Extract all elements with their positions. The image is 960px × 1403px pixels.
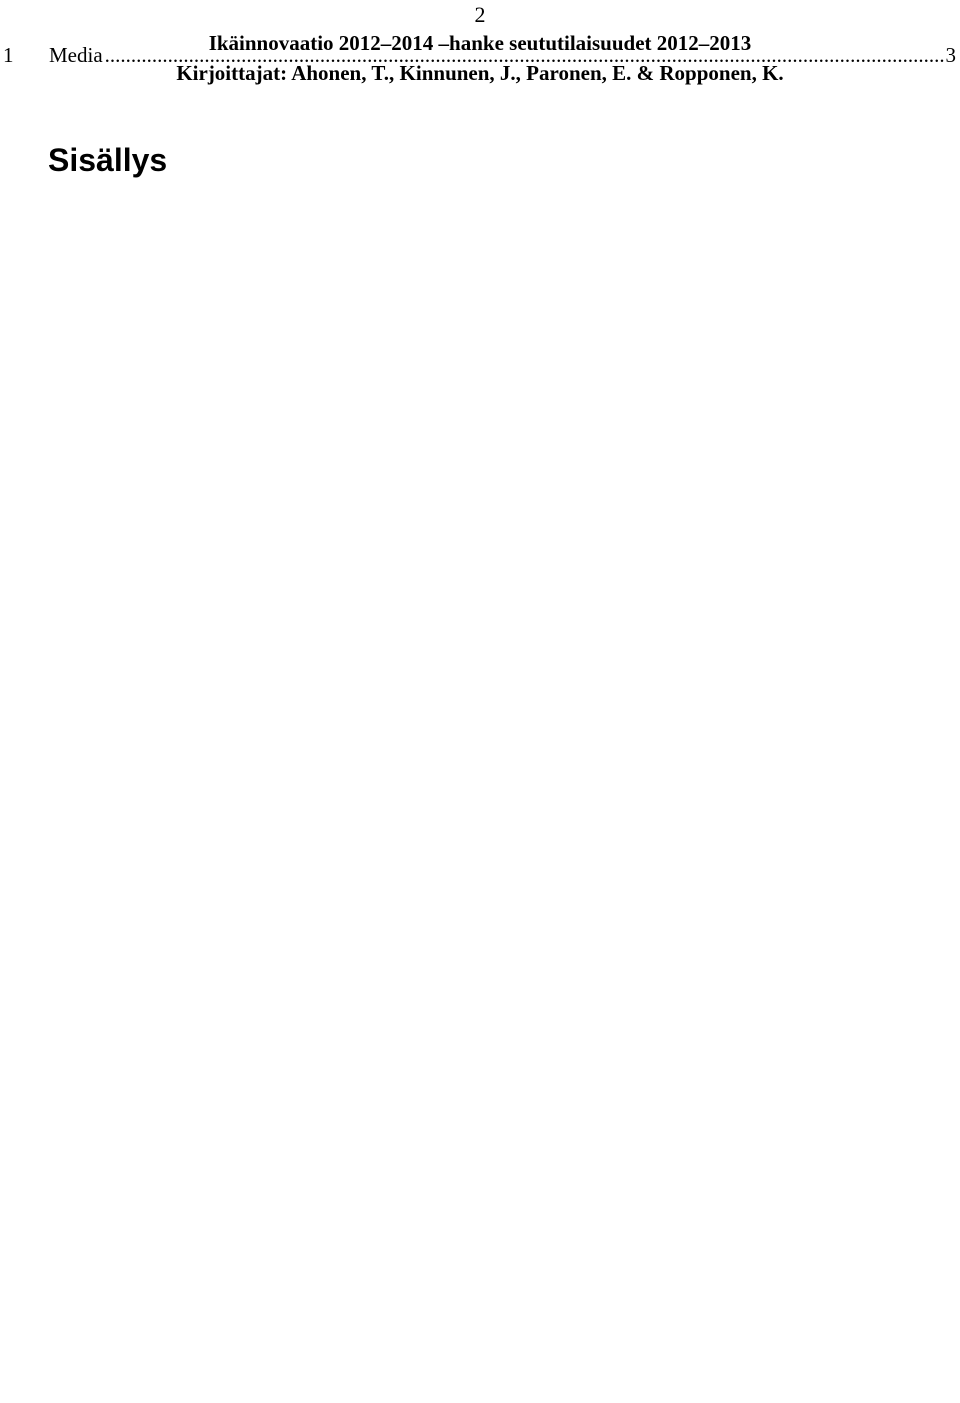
header-project-title: Ikäinnovaatio 2012–2014 –hanke seututilaisuudet 2012–2013 bbox=[208, 31, 752, 55]
toc-entry-page: 3 bbox=[945, 43, 956, 67]
header-authors: Kirjoittajat: Ahonen, T., Kinnunen, J., Paronen, E. & Ropponen, K. bbox=[176, 61, 784, 85]
toc-title: Sisällys bbox=[48, 142, 168, 178]
toc-leader-dots bbox=[105, 40, 944, 70]
toc-entry-label: Media bbox=[49, 43, 103, 67]
page-number: 2 bbox=[474, 2, 486, 27]
toc-entry-1[interactable] bbox=[3, 40, 956, 70]
toc-entry-number: 1 bbox=[3, 43, 14, 67]
